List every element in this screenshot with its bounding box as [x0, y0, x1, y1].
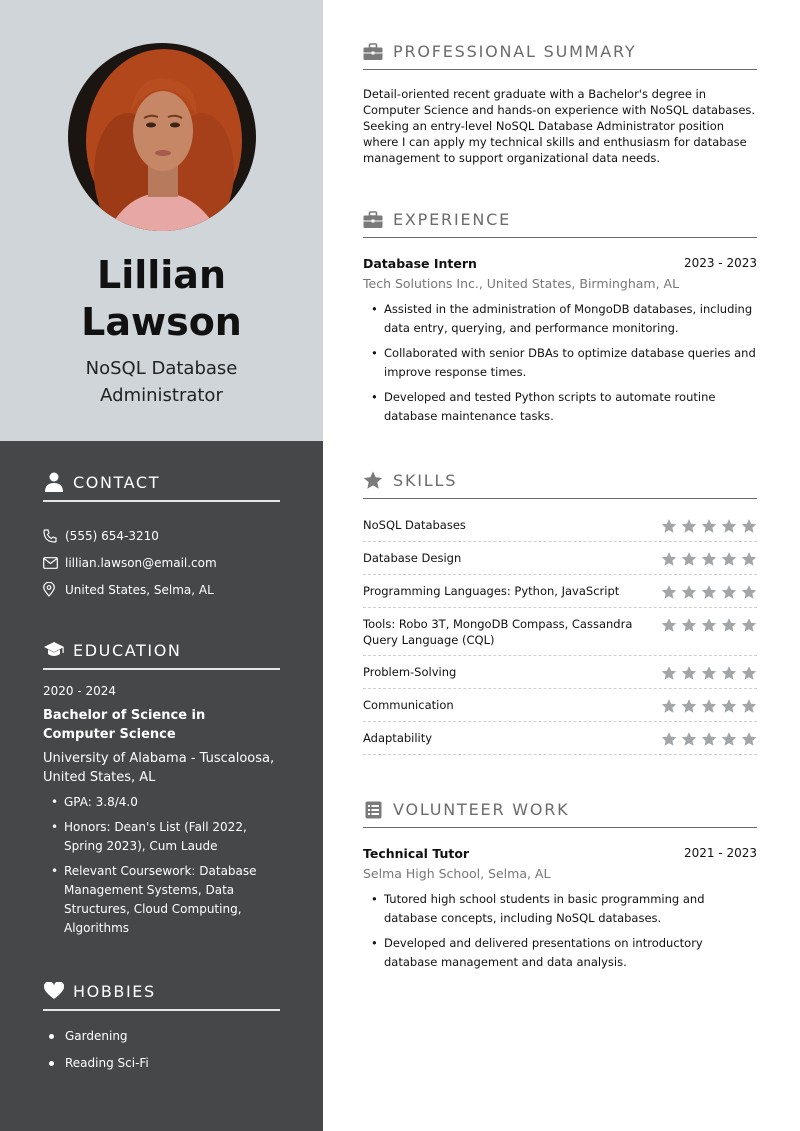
hobbies-list: [43, 1023, 280, 1077]
experience-bullets: [363, 300, 757, 426]
summary-section: [363, 38, 757, 166]
skill-name: Database Design: [363, 551, 462, 565]
rating-star-icon: [661, 617, 677, 633]
skill-row: [363, 575, 757, 608]
list-icon: [363, 800, 383, 820]
rating-star-icon: [661, 551, 677, 567]
summary-heading: PROFESSIONAL SUMMARY: [393, 42, 637, 61]
rating-star-icon: [721, 518, 737, 534]
job-title-line2: Administrator: [100, 385, 223, 406]
phone-number: (555) 654-3210: [65, 528, 159, 543]
list-item: • Assisted in the administration of MongoDB databases, including data entry, querying, and performance monitoring.: [371, 300, 757, 338]
rating-star-icon: [701, 698, 717, 714]
skill-rating: [661, 730, 757, 747]
contact-phone: [43, 522, 280, 549]
briefcase-icon: [363, 210, 383, 230]
skill-rating: [661, 550, 757, 567]
education-heading-row: [43, 636, 280, 670]
list-item: Gardening: [49, 1023, 280, 1050]
contact-heading-row: [43, 468, 280, 502]
rating-star-icon: [741, 698, 757, 714]
rating-star-icon: [681, 698, 697, 714]
first-name: Lillian: [96, 253, 226, 297]
hobbies-section: [43, 977, 280, 1077]
experience-dates: 2023 - 2023: [683, 256, 757, 270]
rating-star-icon: [681, 617, 697, 633]
graduation-cap-icon: [43, 639, 65, 661]
envelope-icon: [43, 557, 59, 569]
rating-star-icon: [681, 518, 697, 534]
list-item: • Developed and tested Python scripts to automate routine database maintenance tasks.: [371, 388, 757, 426]
user-icon: [43, 471, 65, 493]
rating-star-icon: [701, 665, 717, 681]
contact-heading: CONTACT: [73, 472, 161, 492]
rating-star-icon: [721, 584, 737, 600]
experience-title-row: [363, 256, 757, 271]
rating-star-icon: [741, 665, 757, 681]
rating-star-icon: [681, 665, 697, 681]
rating-star-icon: [741, 731, 757, 747]
contact-section: [43, 468, 280, 603]
experience-entry: [363, 256, 757, 426]
volunteer-entry: [363, 846, 757, 972]
skills-section: [363, 467, 757, 755]
job-title: [0, 355, 323, 409]
rating-star-icon: [661, 698, 677, 714]
rating-star-icon: [741, 518, 757, 534]
skill-name: NoSQL Databases: [363, 518, 466, 532]
education-school: University of Alabama - Tuscaloosa, United States, AL: [43, 751, 275, 785]
rating-star-icon: [661, 731, 677, 747]
rating-star-icon: [721, 551, 737, 567]
skill-name: Communication: [363, 698, 454, 712]
education-heading: EDUCATION: [73, 640, 182, 660]
skill-row: [363, 608, 757, 656]
rating-star-icon: [721, 731, 737, 747]
volunteer-bullets: [363, 890, 757, 972]
rating-star-icon: [741, 584, 757, 600]
education-years: 2020 - 2024: [43, 684, 117, 698]
skill-name: Adaptability: [363, 731, 433, 745]
sidebar-header: [0, 0, 323, 441]
rating-star-icon: [701, 551, 717, 567]
skill-name: Programming Languages: Python, JavaScript: [363, 584, 620, 598]
list-item: • GPA: 3.8/4.0: [51, 793, 280, 812]
rating-star-icon: [661, 518, 677, 534]
heart-icon: [43, 980, 65, 1002]
skill-rating: [661, 697, 757, 714]
rating-star-icon: [661, 584, 677, 600]
volunteer-heading: VOLUNTEER WORK: [393, 800, 570, 819]
last-name: Lawson: [81, 300, 242, 344]
job-title-line1: NoSQL Database: [85, 358, 238, 379]
rating-star-icon: [701, 731, 717, 747]
map-pin-icon: [43, 582, 59, 597]
skill-row: [363, 689, 757, 722]
volunteer-title: Technical Tutor: [363, 846, 470, 861]
rating-star-icon: [701, 518, 717, 534]
volunteer-dates: 2021 - 2023: [683, 846, 757, 860]
education-section: [43, 636, 280, 944]
list-item: • Honors: Dean's List (Fall 2022, Spring 2023), Cum Laude: [51, 818, 280, 856]
education-details: [43, 793, 280, 938]
volunteer-title-row: [363, 846, 757, 861]
hobbies-heading: HOBBIES: [73, 981, 156, 1001]
skill-rating: [661, 583, 757, 600]
star-icon: [363, 471, 383, 491]
list-item: • Developed and delivered presentations on introductory database management and data analysis.: [371, 934, 757, 972]
skill-rating: [661, 517, 757, 534]
contact-email: [43, 549, 280, 576]
rating-star-icon: [721, 698, 737, 714]
rating-star-icon: [721, 617, 737, 633]
rating-star-icon: [741, 551, 757, 567]
candidate-name: [0, 252, 323, 346]
hobbies-heading-row: [43, 977, 280, 1011]
skill-rating: [661, 664, 757, 681]
experience-company: Tech Solutions Inc., United States, Birmingham, AL: [363, 276, 680, 291]
email-address: lillian.lawson@email.com: [65, 555, 217, 570]
experience-heading: EXPERIENCE: [393, 210, 512, 229]
rating-star-icon: [681, 584, 697, 600]
summary-text: Detail-oriented recent graduate with a Bachelor's degree in Computer Science and hands-on experience with NoSQL databases. Seeking an entry-level NoSQL Database Administrator position where I can apply my technical skills and enthusiasm for database management to support organizational data needs.: [363, 87, 756, 165]
location-text: United States, Selma, AL: [65, 582, 214, 597]
contact-location: [43, 576, 280, 603]
volunteer-section: [363, 796, 757, 978]
summary-heading-row: [363, 38, 757, 70]
rating-star-icon: [681, 551, 697, 567]
skill-name: Tools: Robo 3T, MongoDB Compass, Cassandra Query Language (CQL): [363, 617, 633, 647]
list-item: Reading Sci-Fi: [49, 1050, 280, 1077]
skill-row: [363, 656, 757, 689]
skill-name: Problem-Solving: [363, 665, 457, 679]
volunteer-heading-row: [363, 796, 757, 828]
experience-section: [363, 206, 757, 432]
list-item: • Relevant Coursework: Database Management Systems, Data Structures, Cloud Computing, Algorithms: [51, 862, 280, 938]
skills-heading-row: [363, 467, 757, 499]
experience-title: Database Intern: [363, 256, 477, 271]
skill-rating: [661, 616, 757, 633]
briefcase-icon: [363, 42, 383, 62]
experience-heading-row: [363, 206, 757, 238]
skills-heading: SKILLS: [393, 471, 458, 490]
sidebar: [0, 0, 323, 1131]
education-degree: Bachelor of Science in Computer Science: [43, 708, 206, 742]
rating-star-icon: [661, 665, 677, 681]
list-item: • Collaborated with senior DBAs to optimize database queries and improve response times.: [371, 344, 757, 382]
rating-star-icon: [701, 584, 717, 600]
skill-row: [363, 509, 757, 542]
volunteer-organization: Selma High School, Selma, AL: [363, 866, 551, 881]
rating-star-icon: [741, 617, 757, 633]
skill-row: [363, 722, 757, 755]
phone-icon: [43, 529, 59, 543]
rating-star-icon: [721, 665, 737, 681]
rating-star-icon: [701, 617, 717, 633]
profile-photo: [68, 43, 256, 231]
list-item: • Tutored high school students in basic programming and database concepts, including NoSQL databases.: [371, 890, 757, 928]
rating-star-icon: [681, 731, 697, 747]
skills-list: [363, 509, 757, 755]
skill-row: [363, 542, 757, 575]
